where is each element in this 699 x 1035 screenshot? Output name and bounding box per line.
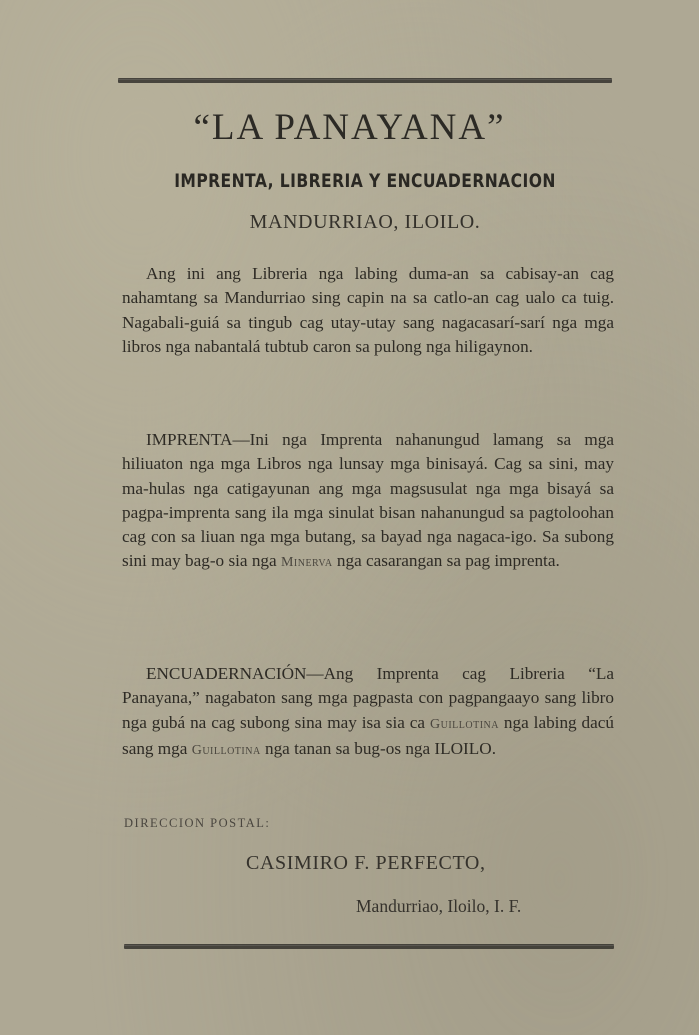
encuadernacion-paragraph <box>122 662 614 763</box>
imprenta-paragraph <box>122 428 614 576</box>
top-rule <box>118 78 612 83</box>
intro-text: Ang ini ang Libreria nga labing duma-an sa cabisay-an cag nahamtang sa Mandurriao sing capin na sa catlo-an cag ualo ca tuig. Nagabali-guiá sa tingub cag utay-utay sang nagacasarí-sarí nga mga libros nga nabantalá tubtub caron sa pulong nga hiligaynon. <box>122 264 614 356</box>
minerva-name: Minerva <box>280 555 333 571</box>
page-title: “LA PANAYANA” <box>193 107 506 148</box>
postal-label: DIRECCION POSTAL: <box>124 816 271 830</box>
imprenta-heading: IMPRENTA— <box>146 430 250 449</box>
bottom-rule <box>124 944 614 949</box>
signer-name: CASIMIRO F. PERFECTO, <box>246 852 486 874</box>
location-line: MANDURRIAO, ILOILO. <box>249 211 481 233</box>
encuadernacion-end: nga tanan sa bug-os nga ILOILO. <box>264 738 496 758</box>
encuadernacion-mid: nga labing dacú sang mga <box>122 712 615 758</box>
signer-address: Mandurriao, Iloilo, I. F. <box>356 896 522 916</box>
page-subtitle: IMPRENTA, LIBRERIA Y ENCUADERNACION <box>174 170 556 192</box>
guillotina-2: Guillotina <box>191 742 261 758</box>
encuadernacion-text: Ang Imprenta cag Libreria “La Panayana,” nagabaton sang mga pagpasta con pagpangaayo sang libro nga gubá na cag subong sina may isa sia ca <box>122 664 614 732</box>
imprenta-text: Ini nga Imprenta nahanungud lamang sa mga hiliuaton nga mga Libros nga lunsay mga binisayá. Cag sa sini, may ma-hulas nga catigayunan ang mga magsusulat nga mga bisayá sa pagpa-imprenta sang ila mga sinulat bisan nahanungud sa pagtoloohan cag con sa liuan nga mga butang, sa bayad nga nagaca-igo. Sa subong sini may bag-o sia nga <box>122 430 614 571</box>
encuadernacion-heading: ENCUADERNACIÓN— <box>146 664 324 683</box>
guillotina-1: Guillotina <box>430 716 499 732</box>
imprenta-end: nga casarangan sa pag imprenta. <box>336 551 560 571</box>
intro-paragraph <box>122 262 614 359</box>
